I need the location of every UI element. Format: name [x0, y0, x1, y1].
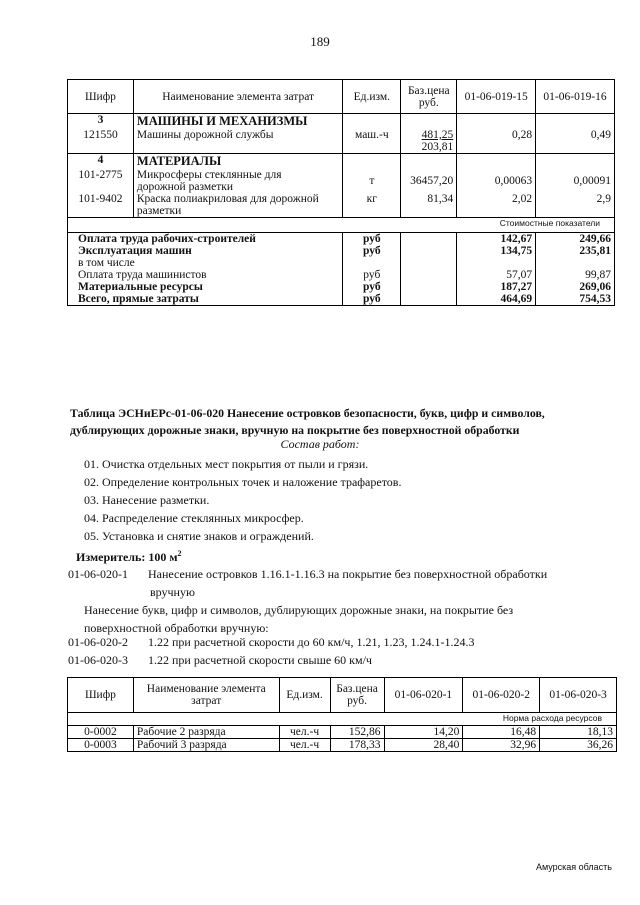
- resource-table-019: [67, 79, 615, 306]
- row-unit: маш.-ч: [343, 129, 401, 154]
- row-value: 0,49: [536, 129, 615, 154]
- item-01-06-020-2: [68, 633, 628, 651]
- row-name: Рабочий 3 разряда: [133, 739, 279, 752]
- row-value: 2,9: [536, 193, 615, 218]
- section-number: 4: [68, 154, 134, 170]
- summary-unit: руб: [343, 269, 401, 281]
- header-price: Баз.цена руб.: [401, 80, 457, 114]
- item-code: 01-06-020-3: [68, 653, 128, 667]
- region-footer: Амурская область: [535, 862, 612, 872]
- summary-value: 235,81: [536, 245, 615, 257]
- row-price: 178,33: [330, 739, 384, 752]
- summary-value: 269,06: [536, 281, 615, 293]
- summary-value: 249,66: [536, 233, 615, 246]
- header-col1: 01-06-020-1: [384, 678, 463, 713]
- summary-row: [68, 281, 615, 293]
- row-price: 81,34: [401, 193, 457, 218]
- norm-note: Норма расхода ресурсов: [68, 713, 617, 726]
- row-name-line: Краска полиакриловая для дорожной: [136, 193, 319, 205]
- header-unit: Ед.изм.: [343, 80, 401, 114]
- resource-table-020: [67, 677, 617, 752]
- summary-value: 134,75: [457, 245, 536, 257]
- table-row: [68, 726, 617, 739]
- row-code: 121550: [68, 129, 134, 154]
- row-name: [133, 193, 342, 218]
- header-col3: 01-06-020-3: [540, 678, 617, 713]
- table-title: [70, 405, 620, 439]
- section-row: [68, 154, 615, 170]
- row-unit: кг: [343, 193, 401, 218]
- table-row: [68, 129, 615, 154]
- summary-row: [68, 269, 615, 281]
- list-item: 01. Очистка отдельных мест покрытия от пыли и грязи.: [84, 457, 369, 471]
- row-unit: чел.-ч: [279, 726, 330, 739]
- row-value: 0,28: [457, 129, 536, 154]
- summary-value: 57,07: [457, 269, 536, 281]
- summary-unit: руб: [343, 293, 401, 306]
- list-item: 02. Определение контрольных точек и наложение трафаретов.: [84, 475, 402, 489]
- price-bottom: 203,81: [421, 141, 454, 153]
- row-name-line: дорожной разметки: [136, 181, 233, 193]
- summary-value: 99,87: [536, 269, 615, 281]
- work-list: [84, 455, 401, 545]
- row-price: 152,86: [330, 726, 384, 739]
- summary-unit: руб: [343, 233, 401, 246]
- row-code: 101-9402: [68, 193, 134, 218]
- header-code: Шифр: [68, 678, 134, 713]
- intro-text: [84, 601, 629, 637]
- item-01-06-020-3: [68, 651, 628, 669]
- summary-label: Всего, прямые затраты: [68, 293, 343, 306]
- cost-note-row: [68, 218, 615, 233]
- summary-label: Эксплуатация машин: [68, 245, 343, 257]
- meter-superscript: 2: [177, 549, 182, 558]
- intro-line: Нанесение букв, цифр и символов, дублирующих дорожные знаки, на покрытие без: [84, 603, 514, 617]
- section-title: МАШИНЫ И МЕХАНИЗМЫ: [133, 114, 342, 130]
- summary-label: Оплата труда машинистов: [68, 269, 343, 281]
- list-item: 03. Нанесение разметки.: [84, 493, 210, 507]
- meter-label: [76, 545, 182, 566]
- summary-value: 464,69: [457, 293, 536, 306]
- table-header-row: [68, 80, 615, 114]
- item-01-06-020-1: [68, 565, 628, 601]
- row-code: 0-0003: [68, 739, 134, 752]
- table-row: [68, 739, 617, 752]
- list-item: 04. Распределение стеклянных микросфер.: [84, 511, 304, 525]
- list-item: 05. Установка и снятие знаков и ограждений.: [84, 529, 314, 543]
- header-col2: 01-06-019-16: [536, 80, 615, 114]
- row-price: 36457,20: [401, 169, 457, 193]
- norm-note-row: [68, 713, 617, 726]
- row-value: 14,20: [384, 726, 463, 739]
- item-text: 1.22 при расчетной скорости свыше 60 км/ч: [148, 653, 372, 667]
- summary-label: Оплата труда рабочих-строителей: [68, 233, 343, 246]
- row-name-line: Микросферы стеклянные для: [136, 169, 282, 181]
- row-price: [401, 129, 457, 154]
- summary-unit: руб: [343, 281, 401, 293]
- item-text: 1.22 при расчетной скорости до 60 км/ч, 1.21, 1.23, 1.24.1-1.24.3: [148, 635, 475, 649]
- row-value: 18,13: [540, 726, 617, 739]
- row-unit: чел.-ч: [279, 739, 330, 752]
- work-composition-title: Состав работ:: [280, 437, 360, 451]
- row-name-line: разметки: [136, 205, 182, 217]
- summary-row: [68, 233, 615, 246]
- header-price: Баз.цена руб.: [330, 678, 384, 713]
- page-number: 189: [310, 34, 330, 49]
- cost-note: Стоимостные показатели: [68, 218, 615, 233]
- row-code: 101-2775: [68, 169, 134, 193]
- summary-row: [68, 257, 615, 269]
- row-code: 0-0002: [68, 726, 134, 739]
- price-top: 481,25: [421, 129, 454, 141]
- header-col2: 01-06-020-2: [463, 678, 540, 713]
- summary-label: Материальные ресурсы: [68, 281, 343, 293]
- item-text: вручную: [150, 585, 195, 599]
- section-number: 3: [68, 114, 134, 130]
- header-name: Наименование элемента затрат: [133, 80, 342, 114]
- meter-text: Измеритель: 100 м: [76, 550, 178, 564]
- row-unit: т: [343, 169, 401, 193]
- summary-label: в том числе: [68, 257, 343, 269]
- row-value: 28,40: [384, 739, 463, 752]
- header-col1: 01-06-019-15: [457, 80, 536, 114]
- section-title: МАТЕРИАЛЫ: [133, 154, 342, 170]
- table-header-row: [68, 678, 617, 713]
- row-value: 0,00063: [457, 169, 536, 193]
- section-row: [68, 114, 615, 130]
- summary-value: 187,27: [457, 281, 536, 293]
- row-value: 2,02: [457, 193, 536, 218]
- summary-value: 142,67: [457, 233, 536, 246]
- item-code: 01-06-020-2: [68, 635, 128, 649]
- row-value: 16,48: [463, 726, 540, 739]
- table-row: [68, 169, 615, 193]
- item-text: Нанесение островков 1.16.1-1.16.3 на покрытие без поверхностной обработки: [148, 567, 548, 581]
- table-title-line: Таблица ЭСНиЕРс-01-06-020 Нанесение островков безопасности, букв, цифр и символов,: [70, 406, 545, 420]
- summary-row: [68, 245, 615, 257]
- row-name: Машины дорожной службы: [133, 129, 342, 154]
- header-code: Шифр: [68, 80, 134, 114]
- table-title-line: дублирующих дорожные знаки, вручную на покрытие без поверхностной обработки: [70, 423, 520, 437]
- row-value: 36,26: [540, 739, 617, 752]
- intro-line: поверхностной обработки вручную:: [84, 621, 269, 635]
- row-value: 32,96: [463, 739, 540, 752]
- table-row: [68, 193, 615, 218]
- summary-value: 754,53: [536, 293, 615, 306]
- row-name: [133, 169, 342, 193]
- item-code: 01-06-020-1: [68, 567, 128, 581]
- row-name: Рабочие 2 разряда: [133, 726, 279, 739]
- header-name: Наименование элемента затрат: [133, 678, 279, 713]
- summary-unit: руб: [343, 245, 401, 257]
- summary-row: [68, 293, 615, 306]
- row-value: 0,00091: [536, 169, 615, 193]
- header-unit: Ед.изм.: [279, 678, 330, 713]
